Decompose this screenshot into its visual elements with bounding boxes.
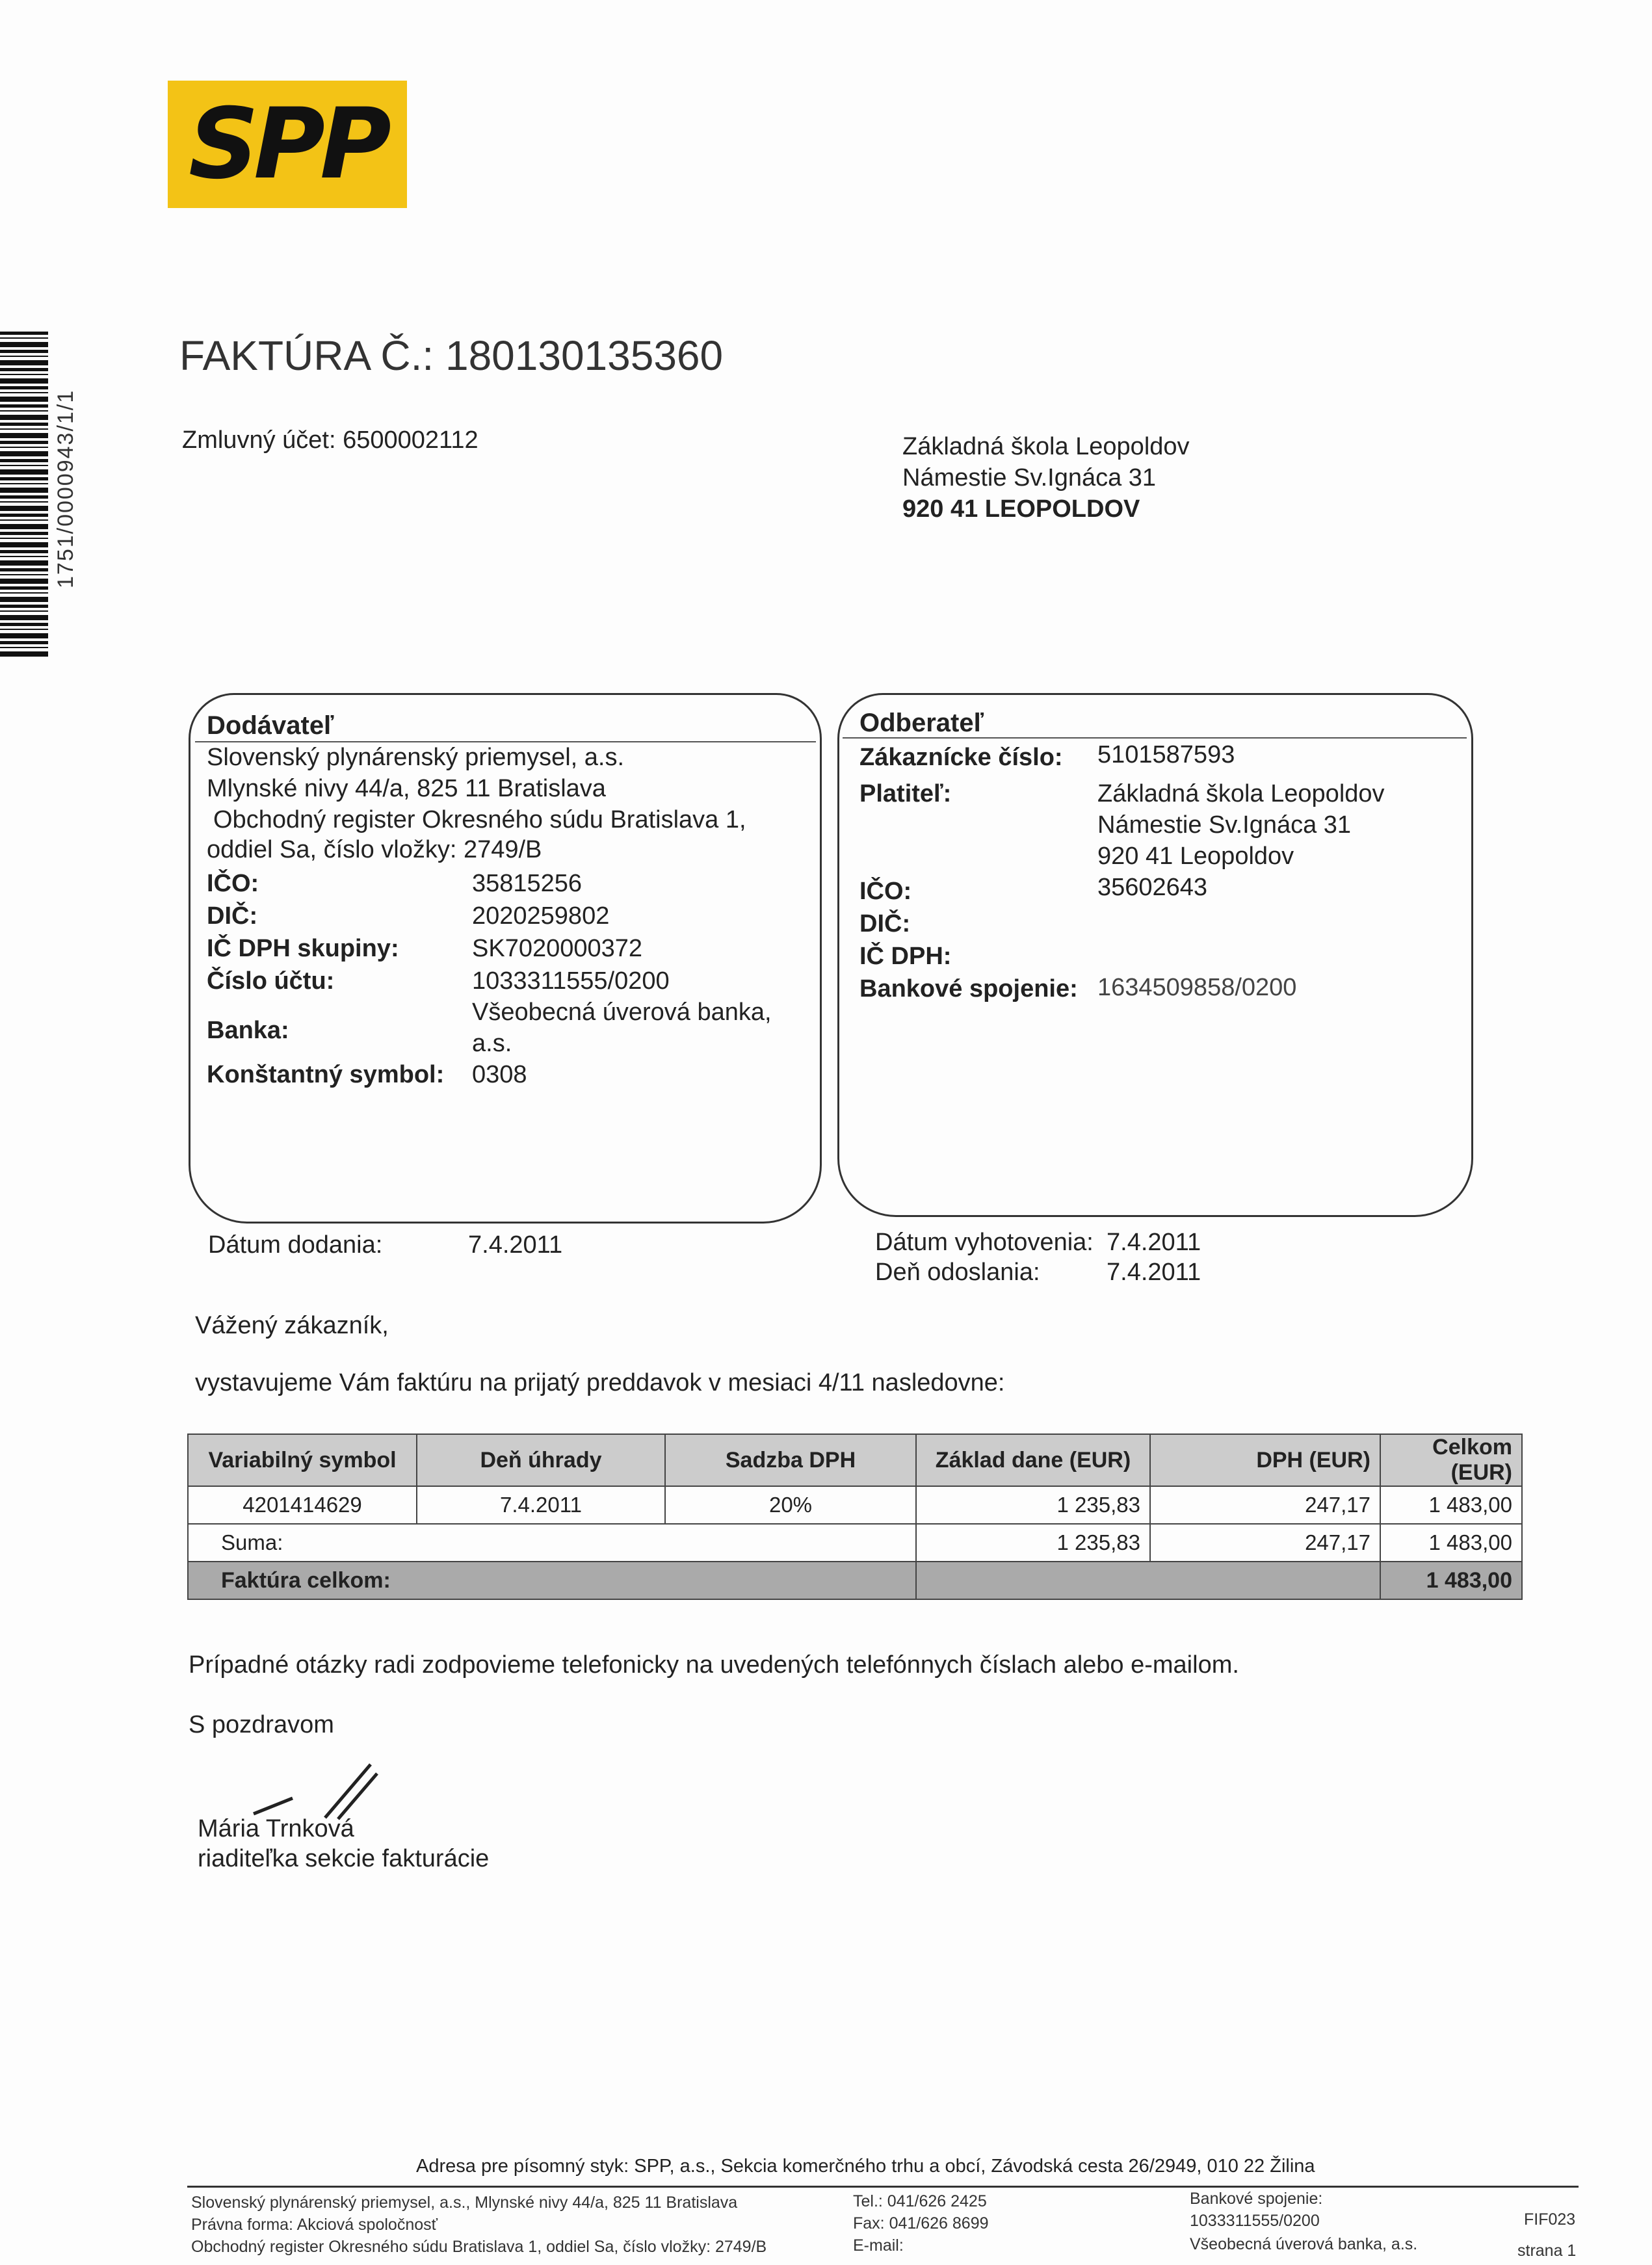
sent-date-label: Deň odoslania: bbox=[875, 1259, 1040, 1286]
supplier-dic-label: DIČ: bbox=[207, 902, 258, 930]
signer-role: riaditeľka sekcie fakturácie bbox=[198, 1845, 490, 1872]
col-vat: DPH (EUR) bbox=[1150, 1434, 1380, 1486]
invoice-title: FAKTÚRA Č.: 180130135360 bbox=[179, 332, 724, 379]
footer-bank-name: Všeobecná úverová banka, a.s. bbox=[1190, 2235, 1418, 2253]
regards: S pozdravom bbox=[189, 1711, 334, 1738]
contract-account: Zmluvný účet: 6500002112 bbox=[182, 426, 479, 454]
footer-register: Obchodný register Okresného súdu Bratislava 1, oddiel Sa, číslo vložky: 2749/B bbox=[191, 2238, 767, 2256]
footer-legal-form: Právna forma: Akciová spoločnosť bbox=[191, 2216, 438, 2234]
page-number: strana 1 bbox=[1517, 2242, 1577, 2260]
col-payment-day: Deň úhrady bbox=[417, 1434, 665, 1486]
supplier-ico-value: 35815256 bbox=[472, 870, 583, 897]
supplier-name: Slovenský plynárenský priemysel, a.s. bbox=[207, 744, 625, 771]
payer-line2: Námestie Sv.Ignáca 31 bbox=[1097, 811, 1352, 839]
supplier-header: Dodávateľ bbox=[207, 711, 334, 740]
sum-vat: 247,17 bbox=[1150, 1524, 1380, 1562]
delivery-date-label: Dátum dodania: bbox=[208, 1231, 383, 1259]
footer-fax: Fax: 041/626 8699 bbox=[853, 2214, 989, 2232]
row-vat-rate: 20% bbox=[665, 1486, 916, 1524]
supplier-bank-value1: Všeobecná úverová banka, bbox=[472, 999, 772, 1026]
footer-form-code: FIF023 bbox=[1524, 2210, 1576, 2229]
address-line2: Námestie Sv.Ignáca 31 bbox=[902, 464, 1157, 491]
row-vat: 247,17 bbox=[1150, 1486, 1380, 1524]
col-variable-symbol: Variabilný symbol bbox=[188, 1434, 417, 1486]
total-value: 1 483,00 bbox=[1380, 1562, 1522, 1599]
row-variable-symbol: 4201414629 bbox=[188, 1486, 417, 1524]
col-total: Celkom (EUR) bbox=[1380, 1434, 1522, 1486]
supplier-account-value: 1033311555/0200 bbox=[472, 967, 670, 995]
row-total: 1 483,00 bbox=[1380, 1486, 1522, 1524]
spp-logo: SPP bbox=[168, 81, 407, 208]
sum-tax-base: 1 235,83 bbox=[916, 1524, 1150, 1562]
footer-email: E-mail: bbox=[853, 2236, 904, 2255]
questions-text: Prípadné otázky radi zodpovieme telefonicky na uvedených telefónnych číslach alebo e-mailom. bbox=[189, 1651, 1239, 1679]
document-code: 1751/0000943/1/1 bbox=[53, 389, 78, 588]
sent-date-value: 7.4.2011 bbox=[1107, 1259, 1201, 1286]
customer-ico-label: IČO: bbox=[859, 878, 912, 905]
col-vat-rate: Sadzba DPH bbox=[665, 1434, 916, 1486]
supplier-icdph-value: SK7020000372 bbox=[472, 935, 643, 962]
supplier-dic-value: 2020259802 bbox=[472, 902, 610, 930]
intro-text: vystavujeme Vám faktúru na prijatý preddavok v mesiaci 4/11 nasledovne: bbox=[195, 1369, 1005, 1396]
total-row bbox=[188, 1562, 1522, 1599]
supplier-bank-label: Banka: bbox=[207, 1017, 289, 1044]
supplier-icdph-label: IČ DPH skupiny: bbox=[207, 935, 399, 962]
footer-line bbox=[187, 2186, 1579, 2188]
customer-header: Odberateľ bbox=[859, 709, 984, 737]
constant-symbol-label: Konštantný symbol: bbox=[207, 1061, 445, 1088]
customer-number-label: Zákaznícke číslo: bbox=[859, 744, 1063, 771]
row-tax-base: 1 235,83 bbox=[916, 1486, 1150, 1524]
total-label: Faktúra celkom: bbox=[188, 1562, 916, 1599]
footer-bank-account: 1033311555/0200 bbox=[1190, 2212, 1320, 2230]
customer-dic-label: DIČ: bbox=[859, 910, 911, 937]
customer-number-value: 5101587593 bbox=[1097, 741, 1235, 768]
address-line1: Základná škola Leopoldov bbox=[902, 433, 1190, 460]
total-spacer bbox=[916, 1562, 1380, 1599]
supplier-account-label: Číslo účtu: bbox=[207, 967, 335, 995]
sum-label: Suma: bbox=[188, 1524, 916, 1562]
invoice-table bbox=[187, 1434, 1523, 1600]
supplier-header-line bbox=[195, 741, 816, 742]
payer-line3: 920 41 Leopoldov bbox=[1097, 843, 1294, 870]
footer-bank-label: Bankové spojenie: bbox=[1190, 2190, 1323, 2208]
supplier-street: Mlynské nivy 44/a, 825 11 Bratislava bbox=[207, 775, 606, 802]
sum-row bbox=[188, 1524, 1522, 1562]
col-tax-base: Základ dane (EUR) bbox=[916, 1434, 1150, 1486]
supplier-register1: Obchodný register Okresného súdu Bratislava 1, bbox=[213, 806, 746, 833]
customer-ico-value: 35602643 bbox=[1097, 874, 1208, 901]
footer-address: Adresa pre písomný styk: SPP, a.s., Sekcia komerčného trhu a obcí, Závodská cesta 26/2949, 010 22 Žilina bbox=[416, 2156, 1315, 2177]
supplier-bank-value2: a.s. bbox=[472, 1030, 512, 1057]
customer-bank-value: 1634509858/0200 bbox=[1097, 974, 1297, 1001]
issue-date-label: Dátum vyhotovenia: bbox=[875, 1229, 1094, 1256]
payer-line1: Základná škola Leopoldov bbox=[1097, 780, 1385, 807]
customer-bank-label: Bankové spojenie: bbox=[859, 975, 1078, 1002]
barcode bbox=[0, 332, 48, 657]
supplier-ico-label: IČO: bbox=[207, 870, 259, 897]
row-payment-day: 7.4.2011 bbox=[417, 1486, 665, 1524]
footer-company: Slovenský plynárenský priemysel, a.s., Mlynské nivy 44/a, 825 11 Bratislava bbox=[191, 2193, 738, 2212]
constant-symbol-value: 0308 bbox=[472, 1061, 527, 1088]
payer-label: Platiteľ: bbox=[859, 780, 952, 807]
signer-name: Mária Trnková bbox=[198, 1815, 354, 1842]
customer-icdph-label: IČ DPH: bbox=[859, 943, 952, 970]
table-header-row bbox=[188, 1434, 1522, 1486]
footer-phone: Tel.: 041/626 2425 bbox=[853, 2192, 987, 2210]
address-line3: 920 41 LEOPOLDOV bbox=[902, 495, 1140, 523]
greeting: Vážený zákazník, bbox=[195, 1312, 389, 1339]
delivery-date-value: 7.4.2011 bbox=[468, 1231, 563, 1259]
sum-total: 1 483,00 bbox=[1380, 1524, 1522, 1562]
issue-date-value: 7.4.2011 bbox=[1107, 1229, 1201, 1256]
supplier-register2: oddiel Sa, číslo vložky: 2749/B bbox=[207, 836, 542, 863]
table-row bbox=[188, 1486, 1522, 1524]
